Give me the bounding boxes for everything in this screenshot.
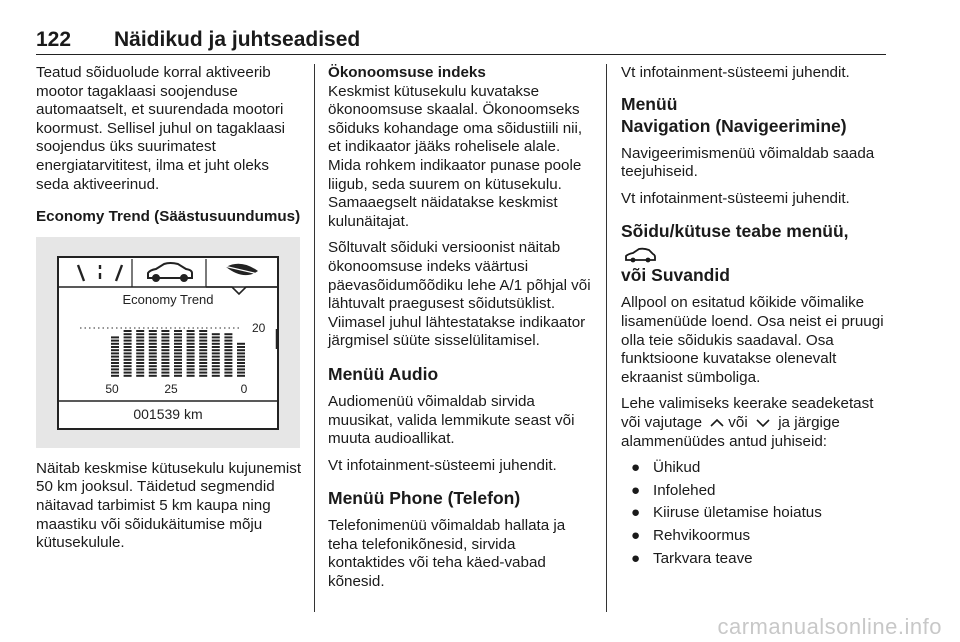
bar-segment	[136, 365, 144, 367]
bar-segment	[161, 371, 169, 373]
bar-segment	[174, 333, 182, 335]
bar-segment	[124, 349, 132, 351]
column-3	[621, 64, 889, 572]
bar-segment	[199, 339, 207, 341]
bar-segment	[149, 346, 157, 348]
bar-segment	[149, 352, 157, 354]
bar-segment	[149, 365, 157, 367]
bar-segment	[174, 359, 182, 361]
column-divider-1	[314, 64, 315, 612]
bar-segment	[124, 368, 132, 370]
bar-segment	[237, 362, 245, 364]
bar-segment	[224, 368, 232, 370]
bar-segment	[224, 352, 232, 354]
odometer-readout: 001539 km	[133, 405, 203, 422]
scale-mid-label: 25	[164, 381, 178, 396]
bar-segment	[199, 349, 207, 351]
bar-segment	[161, 355, 169, 357]
bar-segment	[111, 365, 119, 367]
bar-segment	[124, 339, 132, 341]
bar-segment	[124, 336, 132, 338]
bar-segment	[136, 375, 144, 377]
bar-segment	[224, 333, 232, 335]
bar-segment	[136, 330, 144, 332]
navigation-paragraph-1: Navigeerimismenüü võimaldab saada teejuhiseid.	[621, 144, 875, 181]
bar-segment	[111, 371, 119, 373]
bar-segment	[174, 365, 182, 367]
bar-segment	[212, 365, 220, 367]
bar-segment	[212, 368, 220, 370]
audio-menu-paragraph-2: Vt infotainment-süsteemi juhendit.	[328, 456, 557, 474]
submenu-item-label: Tarkvara teave	[653, 549, 753, 567]
bar-segment	[136, 362, 144, 364]
bar-segment	[124, 359, 132, 361]
bar-segment	[149, 355, 157, 357]
bar-segment	[149, 362, 157, 364]
bar-segment	[161, 336, 169, 338]
bar-segment	[149, 339, 157, 341]
bar-segment	[136, 355, 144, 357]
bar-segment	[224, 365, 232, 367]
bar-segment	[199, 346, 207, 348]
bar-segment	[187, 359, 195, 361]
bar-segment	[174, 346, 182, 348]
bar-segment	[224, 343, 232, 345]
bar-segment	[237, 368, 245, 370]
bar-segment	[111, 368, 119, 370]
bar-segment	[187, 371, 195, 373]
bar-segment	[111, 352, 119, 354]
bar-segment	[149, 343, 157, 345]
bar-segment	[212, 333, 220, 335]
bullet-icon: ●	[631, 526, 641, 544]
bar-segment	[136, 333, 144, 335]
bar-segment	[174, 349, 182, 351]
bar-segment	[124, 333, 132, 335]
bar-segment	[174, 339, 182, 341]
economy-trend-heading: Economy Trend (Säästusuundumus)	[36, 208, 301, 226]
bar-segment	[161, 343, 169, 345]
phone-menu-paragraph: Telefonimenüü võimaldab hallata ja teha telefonikõnesid, sirvida kontaktides või teha käed-vabad kõnesid.	[328, 517, 566, 591]
bar-segment	[212, 352, 220, 354]
bar-segment	[212, 355, 220, 357]
bar-segment	[187, 349, 195, 351]
bar-segment	[111, 359, 119, 361]
submenu-item-label: Kiiruse ületamise hoiatus	[653, 504, 822, 522]
bar-segment	[212, 339, 220, 341]
display-title: Economy Trend	[122, 291, 214, 307]
bar-segment	[161, 368, 169, 370]
bar-segment	[149, 330, 157, 332]
audio-menu-paragraph-1: Audiomenüü võimaldab sirvida muusikat, valida lemmikute seast või muuta audioallikat.	[328, 392, 575, 448]
bar-segment	[124, 362, 132, 364]
bar-segment	[161, 365, 169, 367]
vehicle-info-heading	[621, 220, 889, 286]
bar-segment	[149, 349, 157, 351]
bar-segment	[224, 339, 232, 341]
bar-segment	[224, 375, 232, 377]
bar-segment	[124, 346, 132, 348]
bar-segment	[237, 375, 245, 377]
infotainment-reference: Vt infotainment-süsteemi juhendit.	[621, 64, 850, 81]
column-2	[328, 64, 592, 600]
eco-index-heading: Ökonoomsuse indeks	[328, 64, 486, 81]
bar-segment	[149, 371, 157, 373]
bar-segment	[111, 355, 119, 357]
bar-segment	[111, 343, 119, 345]
submenu-item-label: Rehvikoormus	[653, 526, 751, 544]
bar-segment	[136, 346, 144, 348]
vehicle-p2-text-a: Lehe valimiseks keerake seadeketast või vajutage	[621, 395, 874, 431]
watermark: carmanualsonline.info	[717, 614, 942, 639]
bar-segment	[187, 355, 195, 357]
submenu-item	[621, 527, 889, 546]
bar-segment	[187, 368, 195, 370]
scale-top-label: 20	[252, 320, 266, 335]
bar-segment	[149, 333, 157, 335]
chapter-title: Näidikud ja juhtseadised	[114, 28, 361, 51]
bar-segment	[174, 362, 182, 364]
vehicle-heading-part-2: või Suvandid	[621, 265, 730, 286]
bullet-icon: ●	[631, 504, 641, 522]
submenu-list	[621, 459, 889, 568]
bar-segment	[199, 368, 207, 370]
bar-segment	[161, 362, 169, 364]
bar-segment	[199, 333, 207, 335]
vehicle-p2-text-b: või	[728, 413, 748, 431]
bar-segment	[199, 371, 207, 373]
navigation-menu-heading	[621, 93, 889, 137]
bar-segment	[149, 375, 157, 377]
page-number: 122	[36, 28, 72, 51]
bar-segment	[111, 375, 119, 377]
bar-segment	[212, 346, 220, 348]
vehicle-heading-part-1: Sõidu/kütuse teabe menüü,	[621, 221, 849, 242]
bar-segment	[224, 359, 232, 361]
bar-segment	[111, 336, 119, 338]
navigation-heading-line-2: Navigation (Navigeerimine)	[621, 115, 847, 136]
vehicle-info-paragraph-1: Allpool on esitatud kõikide võimalike lisamenüüde loend. Osa neist ei pruugi olla teie sõidukis saadaval. Osa funktsioone kuvatakse olenevalt ekraanist sümboliga.	[621, 294, 884, 386]
bar-segment	[111, 339, 119, 341]
economy-trend-svg	[36, 237, 300, 448]
eco-index-paragraph-2: Sõltuvalt sõiduki versioonist näitab ökonoomsuse indeks väärtusi päevasõidumõõdiku lehe A/1 põhjal või lähtuvalt praegusest sõidutsüklist. Viimasel juhul lähtestatakse indikaator järgmisel süüte sisselülitamisel.	[328, 239, 591, 350]
bar-segment	[187, 346, 195, 348]
bar-segment	[161, 333, 169, 335]
bar-segment	[224, 336, 232, 338]
bar-segment	[136, 336, 144, 338]
bar-segment	[187, 330, 195, 332]
navigation-heading-line-1: Menüü	[621, 93, 678, 114]
car-icon	[624, 247, 656, 263]
bar-segment	[136, 343, 144, 345]
bar-segment	[199, 343, 207, 345]
submenu-item	[621, 482, 889, 501]
bar-segment	[237, 343, 245, 345]
column-divider-2	[606, 64, 607, 612]
bar-segment	[136, 368, 144, 370]
bar-segment	[237, 355, 245, 357]
economy-trend-caption: Näitab keskmise kütusekulu kujunemist 50 km jooksul. Täidetud segmendid näitavad tarbimist 5 km kaupa ning maastiku või sõidukäitumise mõju kütusekulule.	[36, 459, 302, 552]
bar-segment	[124, 371, 132, 373]
column-1	[36, 64, 304, 561]
bar-segment	[187, 343, 195, 345]
bar-segment	[224, 346, 232, 348]
vehicle-info-paragraph-2	[621, 395, 889, 451]
bar-segment	[187, 336, 195, 338]
consumption-bars	[111, 330, 245, 377]
bar-segment	[149, 359, 157, 361]
bar-segment	[237, 346, 245, 348]
bar-segment	[212, 362, 220, 364]
bar-segment	[187, 375, 195, 377]
bar-segment	[187, 333, 195, 335]
submenu-item	[621, 504, 889, 523]
bar-segment	[174, 336, 182, 338]
submenu-item	[621, 459, 889, 478]
bar-segment	[161, 359, 169, 361]
bar-segment	[124, 365, 132, 367]
bar-segment	[212, 349, 220, 351]
submenu-item-label: Ühikud	[653, 459, 701, 477]
bar-segment	[149, 368, 157, 370]
bullet-icon: ●	[631, 481, 641, 499]
bar-segment	[224, 349, 232, 351]
bar-segment	[187, 339, 195, 341]
bar-segment	[174, 352, 182, 354]
bar-segment	[161, 330, 169, 332]
submenu-item	[621, 550, 889, 569]
bar-segment	[161, 352, 169, 354]
bar-segment	[199, 330, 207, 332]
bar-segment	[161, 339, 169, 341]
bar-segment	[237, 371, 245, 373]
bar-segment	[199, 352, 207, 354]
phone-menu-heading: Menüü Phone (Telefon)	[328, 488, 521, 509]
bar-segment	[174, 355, 182, 357]
bar-segment	[174, 368, 182, 370]
bar-segment	[187, 362, 195, 364]
bar-segment	[212, 343, 220, 345]
bar-segment	[224, 371, 232, 373]
bar-segment	[161, 349, 169, 351]
bar-segment	[136, 359, 144, 361]
bar-segment	[124, 352, 132, 354]
bar-segment	[212, 359, 220, 361]
bar-segment	[187, 365, 195, 367]
bar-segment	[212, 336, 220, 338]
bar-segment	[174, 343, 182, 345]
navigation-paragraph-2: Vt infotainment-süsteemi juhendit.	[621, 189, 850, 207]
bar-segment	[199, 365, 207, 367]
bar-segment	[174, 375, 182, 377]
bar-segment	[224, 362, 232, 364]
bullet-icon: ●	[631, 549, 641, 567]
vehicle-p2-text-c: ja järgige alammenüüdes antud juhiseid:	[621, 413, 840, 450]
bar-segment	[136, 349, 144, 351]
bar-segment	[174, 330, 182, 332]
bar-segment	[124, 355, 132, 357]
bar-segment	[111, 362, 119, 364]
bar-segment	[199, 375, 207, 377]
chevron-down-icon	[755, 418, 771, 428]
scale-left-label: 50	[105, 381, 119, 396]
scale-right-label: 0	[240, 381, 248, 396]
bar-segment	[199, 362, 207, 364]
bar-segment	[161, 346, 169, 348]
bar-segment	[187, 352, 195, 354]
bar-segment	[199, 359, 207, 361]
audio-menu-heading: Menüü Audio	[328, 363, 439, 384]
bar-segment	[237, 352, 245, 354]
submenu-item-label: Infolehed	[653, 481, 716, 499]
bar-segment	[161, 375, 169, 377]
bullet-icon: ●	[631, 459, 641, 477]
bar-segment	[237, 349, 245, 351]
chevron-up-icon	[709, 418, 725, 428]
bar-segment	[136, 339, 144, 341]
bar-segment	[136, 352, 144, 354]
eco-index-paragraph-1: Keskmist kütusekulu kuvatakse ökonoomsuse skaalal. Ökonoomseks sõiduks kohandage oma sõidustiili nii, et indikaator jääks rohelisele alale. Mida rohkem indikaator punase poole liigub, seda suurem on kütusekulu. Samaaegselt näidatakse keskmist kulunäitajat.	[328, 82, 583, 230]
bar-segment	[212, 375, 220, 377]
bar-segment	[111, 346, 119, 348]
bar-segment	[199, 355, 207, 357]
bar-segment	[174, 371, 182, 373]
bar-segment	[149, 336, 157, 338]
bar-segment	[199, 336, 207, 338]
bar-segment	[124, 343, 132, 345]
bar-segment	[124, 375, 132, 377]
bar-segment	[136, 371, 144, 373]
economy-trend-display	[36, 237, 300, 448]
page-header	[36, 28, 886, 55]
bar-segment	[224, 355, 232, 357]
bar-segment	[237, 365, 245, 367]
intro-paragraph: Teatud sõiduolude korral aktiveerib mootor tagaklaasi soojenduse automaatselt, et suurendada mootori koormust. Sellisel juhul on tagaklaasi soojendus üks suurimatest energiatarvititest, ilma et juht oleks seda aktiveerinud.	[36, 64, 286, 193]
bar-segment	[124, 330, 132, 332]
bar-segment	[212, 371, 220, 373]
bar-segment	[111, 349, 119, 351]
bar-segment	[237, 359, 245, 361]
